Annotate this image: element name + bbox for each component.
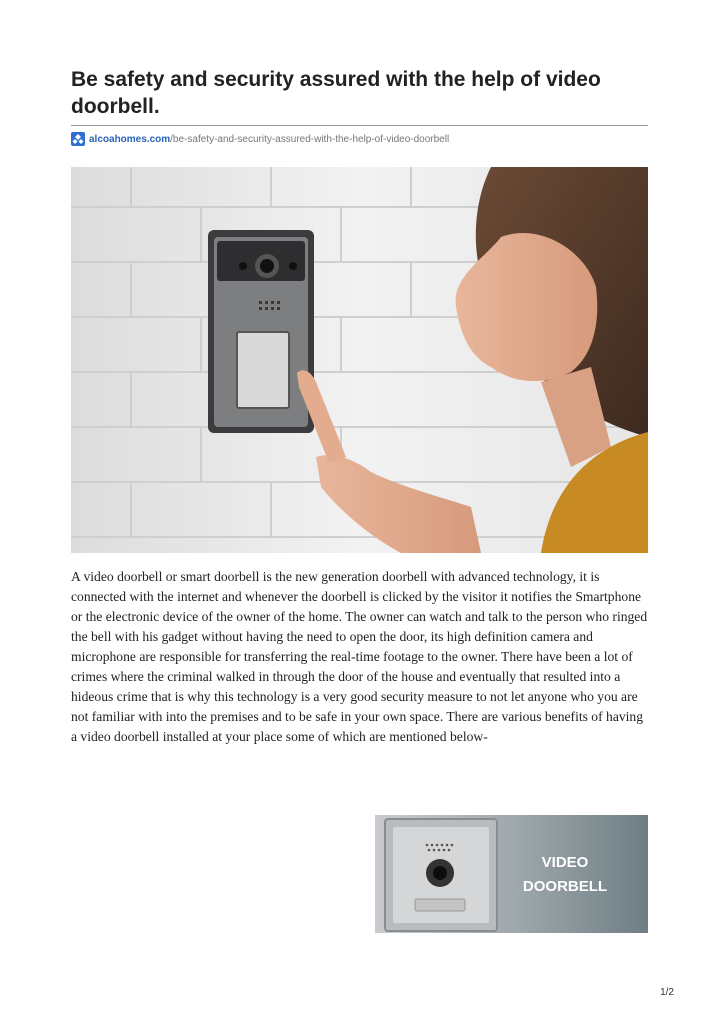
article-body: A video doorbell or smart doorbell is the new generation doorbell with advanced technology, it is connected with the internet and whenever the doorbell is clicked by the visitor it notifies the Smartphone or the electronic device of the owner of the home. The owner can watch and talk to the person who ringed the bell with his gadget without having the need to open the door, its high definition camera and microphone are responsible for transferring the real-time footage to the owner. There have been a lot of crimes where the criminal walked in through the door of the house and eventually that resulted into a hideous crime that is why this technology is a very good security measure to not let anyone who you are not familiar with into the premises and to be safe in your own space. There are various benefits of having a video doorbell installed at your place some of which are mentioned below- xyxy=(71,569,648,744)
article-title: Be safety and security assured with the help of video doorbell. xyxy=(71,68,601,118)
page-number: 1/2 xyxy=(660,987,674,998)
source-domain[interactable]: alcoahomes.com xyxy=(89,133,171,145)
title-divider xyxy=(71,125,648,126)
hero-image xyxy=(71,167,648,553)
thumb-label-doorbell: DOORBELL xyxy=(522,878,608,895)
video-doorbell-image xyxy=(375,815,648,933)
source-path[interactable]: /be-safety-and-security-assured-with-the-help-of-video-doorbell xyxy=(170,133,450,145)
thumb-label-video: VIDEO xyxy=(541,854,589,871)
site-logo-icon xyxy=(71,132,85,146)
source-link[interactable] xyxy=(71,130,449,148)
